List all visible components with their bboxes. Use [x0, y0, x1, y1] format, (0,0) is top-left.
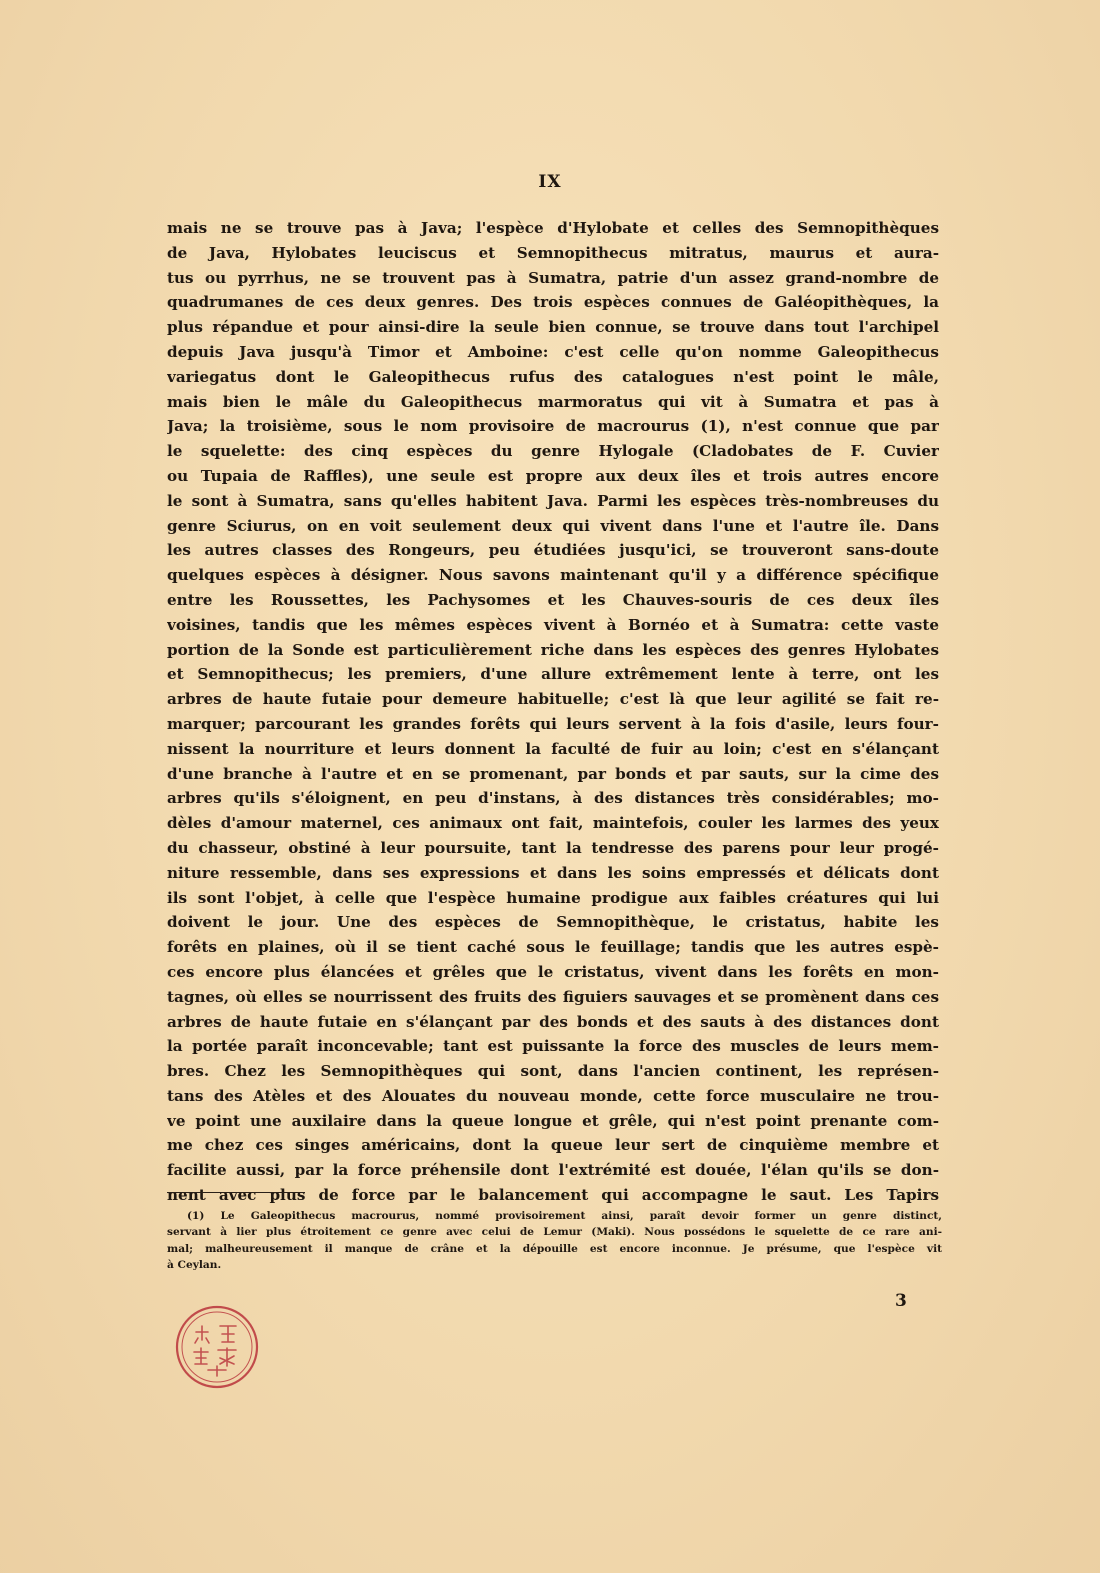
text-line: marquer; parcourant les grandes forêts qui leurs servent à la fois d'asile, leurs four- [167, 714, 939, 733]
text-line: variegatus dont le Galeopithecus rufus des catalogues n'est point le mâle, [167, 367, 939, 386]
text-line: la portée paraît inconcevable; tant est puissante la force des muscles de leurs mem- [167, 1037, 939, 1056]
text-line: le squelette: des cinq espèces du genre Hylogale (Cladobates de F. Cuvier [167, 442, 939, 461]
text-line: d'une branche à l'autre et en se promenant, par bonds et par sauts, sur la cime des [167, 764, 939, 783]
text-line: les autres classes des Rongeurs, peu étudiées jusqu'ici, se trouveront sans-doute [167, 541, 939, 560]
library-seal-icon [172, 1302, 262, 1392]
text-line: le sont à Sumatra, sans qu'elles habitent Java. Parmi les espèces très-nombreuses du [167, 491, 939, 510]
text-line: tans des Atèles et des Alouates du nouveau monde, cette force musculaire ne trou- [167, 1086, 939, 1105]
text-line: facilite aussi, par la force préhensile dont l'extrémité est douée, l'élan qu'ils se don- [167, 1161, 939, 1180]
text-line: et Semnopithecus; les premiers, d'une allure extrêmement lente à terre, ont les [167, 665, 939, 684]
text-line: genre Sciurus, on en voit seulement deux qui vivent dans l'une et l'autre île. Dans [167, 516, 939, 535]
text-line: ou Tupaia de Raffles), une seule est propre aux deux îles et trois autres encore [167, 466, 939, 485]
text-line: forêts en plaines, où il se tient caché sous le feuillage; tandis que les autres espè- [167, 938, 939, 957]
text-line: voisines, tandis que les mêmes espèces vivent à Bornéo et à Sumatra: cette vaste [167, 615, 939, 634]
text-line: mais bien le mâle du Galeopithecus marmoratus qui vit à Sumatra et pas à [167, 392, 939, 411]
text-line: Java; la troisième, sous le nom provisoire de macrourus (1), n'est connue que par [167, 417, 939, 436]
footnote-rule [167, 1192, 305, 1193]
text-line: plus répandue et pour ainsi-dire la seule bien connue, se trouve dans tout l'archipel [167, 318, 939, 337]
text-line: du chasseur, obstiné à leur poursuite, tant la tendresse des parens pour leur progé- [167, 838, 939, 857]
text-line: tus ou pyrrhus, ne se trouvent pas à Sumatra, patrie d'un assez grand-nombre de [167, 268, 939, 287]
text-line: portion de la Sonde est particulièrement riche dans les espèces des genres Hylobates [167, 640, 939, 659]
footnote [167, 1208, 942, 1274]
body-text [167, 216, 939, 1208]
footnote-line: à Ceylan. [167, 1259, 222, 1272]
text-line: niture ressemble, dans ses expressions et dans les soins empressés et délicats dont [167, 863, 939, 882]
page-number: IX [538, 172, 562, 192]
text-line: mais ne se trouve pas à Java; l'espèce d'Hylobate et celles des Semnopithèques [167, 219, 939, 237]
text-line: ces encore plus élancées et grêles que le cristatus, vivent dans les forêts en mon- [167, 962, 939, 981]
signature-mark: 3 [895, 1291, 907, 1311]
text-line: dèles d'amour maternel, ces animaux ont fait, maintefois, couler les larmes des yeux [167, 814, 939, 833]
text-line: quelques espèces à désigner. Nous savons maintenant qu'il y a différence spécifique [167, 566, 939, 585]
text-line: bres. Chez les Semnopithèques qui sont, dans l'ancien continent, les représen- [167, 1062, 939, 1081]
footnote-line: mal; malheureusement il manque de crâne et la dépouille est encore inconnue. Je présume, que l'espèce vit [167, 1242, 942, 1255]
text-line: ils sont l'objet, à celle que l'espèce humaine prodigue aux faibles créatures qui lui [167, 888, 939, 907]
text-line: quadrumanes de ces deux genres. Des trois espèces connues de Galéopithèques, la [167, 293, 939, 312]
text-line: arbres de haute futaie pour demeure habituelle; c'est là que leur agilité se fait re- [167, 690, 939, 709]
text-line: de Java, Hylobates leuciscus et Semnopithecus mitratus, maurus et aura- [167, 243, 939, 262]
text-line: arbres qu'ils s'éloignent, en peu d'instans, à des distances très considérables; mo- [167, 789, 939, 808]
text-line: me chez ces singes américains, dont la queue leur sert de cinquième membre et [167, 1136, 939, 1155]
text-line: tagnes, où elles se nourrissent des fruits des figuiers sauvages et se promènent dans ces [167, 987, 939, 1006]
text-line: doivent le jour. Une des espèces de Semnopithèque, le cristatus, habite les [167, 913, 939, 932]
text-line: nissent la nourriture et leurs donnent la faculté de fuir au loin; c'est en s'élançant [167, 739, 939, 758]
text-line: nent avec plus de force par le balancement qui accompagne le saut. Les Tapirs [167, 1186, 939, 1205]
footnote-line: servant à lier plus étroitement ce genre avec celui de Lemur (Maki). Nous possédons le squelette de ce rare ani- [167, 1226, 942, 1239]
footnote-line: (1) Le Galeopithecus macrourus, nommé provisoirement ainsi, paraît devoir former un genre distinct, [187, 1210, 942, 1222]
text-line: entre les Roussettes, les Pachysomes et les Chauves-souris de ces deux îles [167, 590, 939, 609]
text-line: depuis Java jusqu'à Timor et Amboine: c'est celle qu'on nomme Galeopithecus [167, 342, 939, 361]
text-line: arbres de haute futaie en s'élançant par des bonds et des sauts à des distances dont [167, 1012, 939, 1031]
text-line: ve point une auxilaire dans la queue longue et grêle, qui n'est point prenante com- [167, 1111, 939, 1130]
